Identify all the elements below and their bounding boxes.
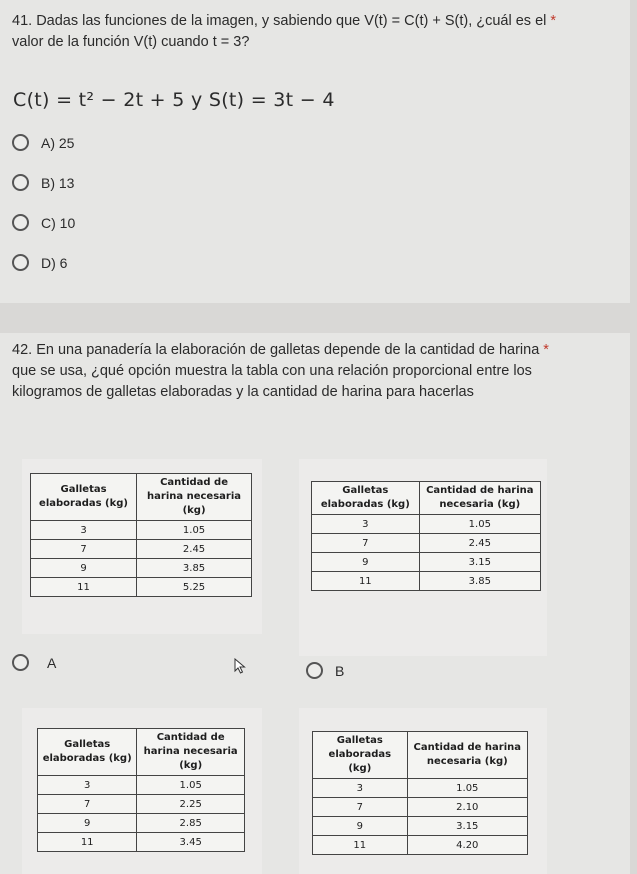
cell: 2.45 <box>419 534 540 553</box>
option-b-label: B) 13 <box>41 174 75 191</box>
table-row <box>312 515 541 534</box>
cell: 9 <box>31 559 137 578</box>
question-41-text <box>12 11 608 53</box>
cell: 1.05 <box>137 776 245 795</box>
option-table-b-label: B <box>335 662 345 679</box>
cell: 9 <box>313 817 408 836</box>
table-row <box>38 833 245 852</box>
question-42-number: 42. <box>12 342 33 358</box>
question-42-text <box>12 340 608 403</box>
table-row <box>312 553 541 572</box>
question-42-line1: En una panadería la elaboración de galletas depende de la cantidad de harina <box>36 342 540 358</box>
option-table-a-label: A <box>47 654 57 671</box>
radio-icon[interactable] <box>12 174 29 191</box>
header-galletas: Galletas elaboradas (kg) <box>313 732 408 779</box>
cell: 7 <box>312 534 420 553</box>
cell: 9 <box>312 553 420 572</box>
option-table-b[interactable] <box>306 662 344 679</box>
table-option-c <box>37 728 245 852</box>
option-b[interactable] <box>12 174 74 191</box>
question-41-line2: valor de la función V(t) cuando t = 3? <box>12 34 250 50</box>
radio-icon[interactable] <box>12 254 29 271</box>
cell: 11 <box>31 578 137 597</box>
table-row <box>31 578 252 597</box>
cell: 3 <box>312 515 420 534</box>
option-a[interactable] <box>12 134 74 151</box>
cell: 5.25 <box>137 578 252 597</box>
cell: 1.05 <box>407 779 527 798</box>
cell: 1.05 <box>137 521 252 540</box>
cell: 2.85 <box>137 814 245 833</box>
option-c-label: C) 10 <box>41 214 76 231</box>
table-option-a <box>30 473 252 597</box>
header-harina: Cantidad de harina necesaria (kg) <box>419 482 540 515</box>
cell: 3 <box>31 521 137 540</box>
cell: 1.05 <box>419 515 540 534</box>
cell: 4.20 <box>407 836 527 855</box>
cell: 3.85 <box>137 559 252 578</box>
cell: 7 <box>38 795 137 814</box>
table-row <box>313 817 528 836</box>
cell: 9 <box>38 814 137 833</box>
header-galletas: Galletas elaboradas (kg) <box>312 482 420 515</box>
cell: 11 <box>312 572 420 591</box>
cell: 2.10 <box>407 798 527 817</box>
mouse-cursor-icon <box>234 658 246 677</box>
table-row <box>312 534 541 553</box>
table-row <box>313 779 528 798</box>
cell: 3.85 <box>419 572 540 591</box>
table-row <box>38 814 245 833</box>
question-42-line3: kilogramos de galletas elaboradas y la cantidad de harina para hacerlas <box>12 384 474 400</box>
option-c[interactable] <box>12 214 75 231</box>
radio-icon[interactable] <box>12 214 29 231</box>
table-row <box>31 540 252 559</box>
table-row <box>313 836 528 855</box>
cell: 7 <box>31 540 137 559</box>
cell: 2.25 <box>137 795 245 814</box>
table-row <box>31 521 252 540</box>
header-harina: Cantidad de harina necesaria (kg) <box>137 474 252 521</box>
table-row <box>313 798 528 817</box>
cell: 11 <box>313 836 408 855</box>
cell: 3.15 <box>407 817 527 836</box>
table-row <box>38 795 245 814</box>
cell: 3.45 <box>137 833 245 852</box>
header-harina: Cantidad de harina necesaria (kg) <box>137 729 245 776</box>
question-41-line1: Dadas las funciones de la imagen, y sabiendo que V(t) = C(t) + S(t), ¿cuál es el <box>36 13 547 29</box>
question-41-number: 41. <box>12 13 33 29</box>
radio-icon[interactable] <box>306 662 323 679</box>
header-harina: Cantidad de harina necesaria (kg) <box>407 732 527 779</box>
option-a-label: A) 25 <box>41 134 75 151</box>
cell: 3 <box>38 776 137 795</box>
option-d[interactable] <box>12 254 67 271</box>
option-table-a[interactable] <box>12 654 56 671</box>
cell: 7 <box>313 798 408 817</box>
functions-formula: C(t) = t² − 2t + 5 y S(t) = 3t − 4 <box>13 89 335 111</box>
table-option-b <box>311 481 541 591</box>
table-row <box>31 559 252 578</box>
cell: 2.45 <box>137 540 252 559</box>
question-41-card <box>0 0 630 303</box>
header-galletas: Galletas elaboradas (kg) <box>38 729 137 776</box>
header-galletas: Galletas elaboradas (kg) <box>31 474 137 521</box>
table-row <box>312 572 541 591</box>
cell: 11 <box>38 833 137 852</box>
table-option-d <box>312 731 528 855</box>
option-d-label: D) 6 <box>41 254 68 271</box>
cell: 3 <box>313 779 408 798</box>
question-42-line2: que se usa, ¿qué opción muestra la tabla con una relación proporcional entre los <box>12 363 532 379</box>
cell: 3.15 <box>419 553 540 572</box>
required-mark: * <box>543 342 549 358</box>
table-row <box>38 776 245 795</box>
radio-icon[interactable] <box>12 134 29 151</box>
radio-icon[interactable] <box>12 654 29 671</box>
required-mark: * <box>550 13 557 29</box>
